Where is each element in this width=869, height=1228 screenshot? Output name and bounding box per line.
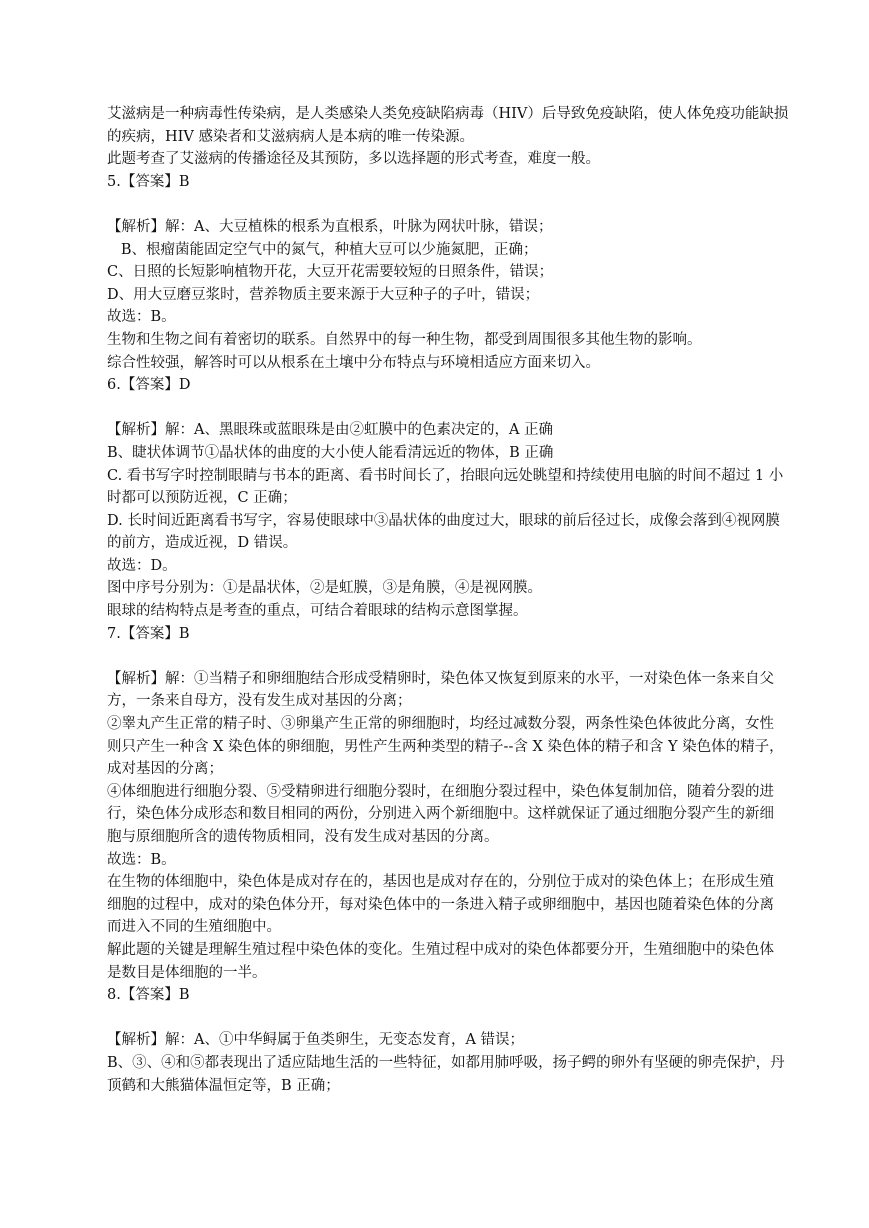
text-line: C. 看书写字时控制眼睛与书本的距离、看书时间长了，抬眼向远处眺望和持续使用电脑的时间不超过 1 小 xyxy=(107,467,784,484)
text-line: 【解析】解：A、大豆植株的根系为直根系，叶脉为网状叶脉，错误； xyxy=(107,218,553,235)
text-line: 细胞的过程中，成对的染色体分开，每对染色体中的一条进入精子或卵细胞中，基因也随着染色体的分离 xyxy=(107,896,774,913)
text-line: 【解析】解：A、黑眼珠或蓝眼珠是由②虹膜中的色素决定的，A 正确 xyxy=(107,422,554,439)
text-line: 行，染色体分成形态和数目相同的两份，分别进入两个新细胞中。这样就保证了通过细胞分裂产生的新细 xyxy=(107,806,774,823)
text-line: 则只产生一种含 X 染色体的卵细胞，男性产生两种类型的精子--含 X 染色体的精子和含 Y 染色体的精子， xyxy=(107,738,784,755)
text-line: 故选：B。 xyxy=(107,309,176,326)
text-line: 是数目是体细胞的一半。 xyxy=(107,964,267,981)
text-line: B、睫状体调节①晶状体的曲度的大小使人能看清远近的物体，B 正确 xyxy=(107,444,554,461)
text-line: 眼球的结构特点是考查的重点，可结合着眼球的结构示意图掌握。 xyxy=(107,603,528,620)
text-line: 在生物的体细胞中，染色体是成对存在的，基因也是成对存在的，分别位于成对的染色体上；在形成生殖 xyxy=(107,874,774,891)
text-line: 而进入不同的生殖细胞中。 xyxy=(107,919,281,936)
answer-line: 8.【答案】B xyxy=(107,987,190,1004)
text-line: D、用大豆磨豆浆时，营养物质主要来源于大豆种子的子叶，错误； xyxy=(107,286,540,303)
document-page xyxy=(107,103,807,1097)
text-line: B、根瘤菌能固定空气中的氮气，种植大豆可以少施氮肥，正确； xyxy=(107,241,538,258)
blank-line xyxy=(107,397,807,420)
text-line: 顶鹤和大熊猫体温恒定等，B 正确； xyxy=(107,1077,340,1094)
answer-line: 7.【答案】B xyxy=(107,625,190,642)
text-line: 【解析】解：①当精子和卵细胞结合形成受精卵时，染色体又恢复到原来的水平，一对染色体一条来自父 xyxy=(107,670,774,687)
text-line: B、③、④和⑤都表现出了适应陆地生活的一些特征，如都用肺呼吸，扬子鳄的卵外有坚硬的卵壳保护，丹 xyxy=(107,1054,785,1071)
text-line: 图中序号分别为：①是晶状体，②是虹膜，③是角膜，④是视网膜。 xyxy=(107,580,542,597)
blank-line xyxy=(107,645,807,668)
blank-line xyxy=(107,193,807,216)
text-line: 综合性较强，解答时可以从根系在土壤中分布特点与环境相适应方面来切入。 xyxy=(107,354,600,371)
text-line: 胞与原细胞所含的遗传物质相同，没有发生成对基因的分离。 xyxy=(107,829,499,845)
text-line: D. 长时间近距离看书写字，容易使眼球中③晶状体的曲度过大，眼球的前后径过长，成像会落到④视网膜 xyxy=(107,512,780,529)
answer-line: 6.【答案】D xyxy=(107,377,191,394)
blank-line xyxy=(107,1007,807,1030)
text-line: 成对基因的分离； xyxy=(107,761,223,778)
text-line: 时都可以预防近视，C 正确； xyxy=(107,490,297,507)
text-line: 的疾病，HIV 感染者和艾滋病病人是本病的唯一传染源。 xyxy=(107,128,474,145)
text-line: 故选：B。 xyxy=(107,851,176,868)
text-line: 艾滋病是一种病毒性传染病，是人类感染人类免疫缺陷病毒（HIV）后导致免疫缺陷，使人体免疫功能缺损 xyxy=(107,106,789,122)
text-line: 此题考查了艾滋病的传播途径及其预防，多以选择题的形式考查，难度一般。 xyxy=(107,151,600,168)
text-line: 的前方，造成近视，D 错误。 xyxy=(107,535,298,552)
text-line: 生物和生物之间有着密切的联系。自然界中的每一种生物，都受到周围很多其他生物的影响。 xyxy=(107,331,702,348)
text-line: ②睾丸产生正常的精子时、③卵巢产生正常的卵细胞时，均经过减数分裂，两条性染色体彼此分离，女性 xyxy=(107,716,774,733)
text-line: ④体细胞进行细胞分裂、⑤受精卵进行细胞分裂时，在细胞分裂过程中，染色体复制加倍，随着分裂的进 xyxy=(107,783,774,800)
text-line: 【解析】解：A、①中华鲟属于鱼类卵生，无变态发育，A 错误； xyxy=(107,1032,525,1049)
text-line: 故选：D。 xyxy=(107,557,177,574)
answer-line: 5.【答案】B xyxy=(107,173,190,190)
text-line: C、日照的长短影响植物开花，大豆开花需要较短的日照条件，错误； xyxy=(107,264,554,281)
text-line: 解此题的关键是理解生殖过程中染色体的变化。生殖过程中成对的染色体都要分开，生殖细胞中的染色体 xyxy=(107,941,774,958)
text-line: 方，一条来自母方，没有发生成对基因的分离； xyxy=(107,693,412,710)
